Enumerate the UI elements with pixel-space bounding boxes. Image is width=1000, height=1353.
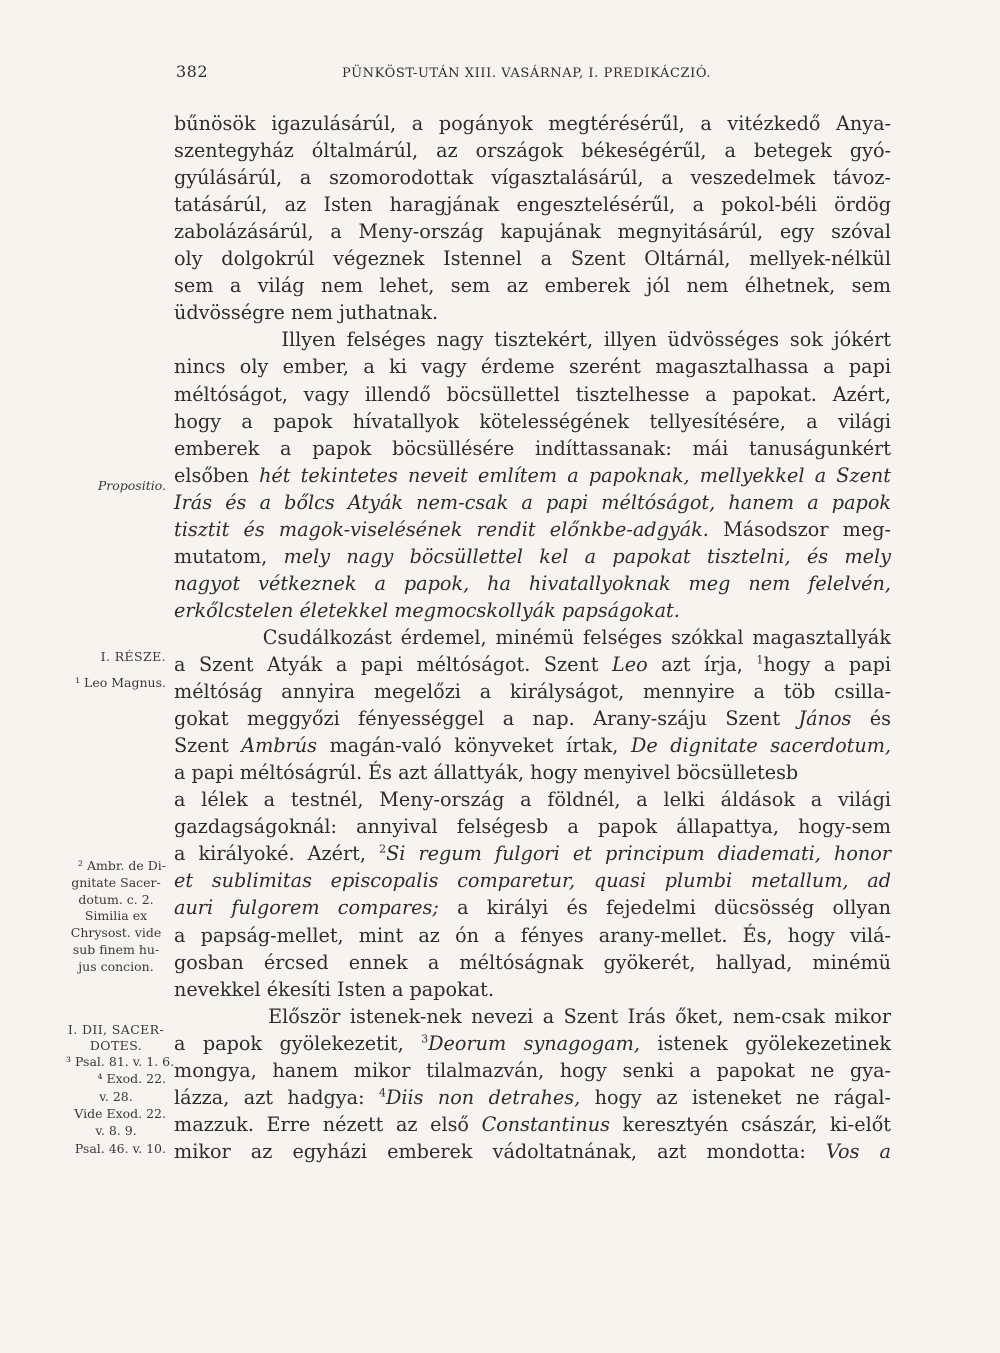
italic-segment: Diis non detrahes,	[385, 1085, 581, 1109]
text-segment: Illyen felséges nagy tisztekért, illyen üdvösséges sok jókért	[174, 328, 891, 352]
text-line	[174, 245, 891, 272]
text-segment: a lélek a testnél, Meny-ország a földnél, a lelki áldások a világi	[174, 788, 891, 812]
text-line	[174, 543, 891, 570]
italic-segment: Ambrús	[241, 734, 317, 758]
margin-note-2-line: Chrysost. vide	[70, 925, 162, 941]
text-line	[174, 570, 891, 597]
italic-segment: auri fulgorem compares;	[174, 896, 439, 920]
text-segment: hogy az isteneket ne rágal-	[580, 1085, 892, 1109]
margin-section-heading: DOTES.	[89, 1038, 143, 1053]
italic-segment: Irás és a bőlcs Atyák nem-csak a papi méltóságot, hanem a papok	[174, 490, 891, 514]
margin-part-heading: I. RÉSZE.	[100, 649, 166, 664]
text-line	[174, 137, 891, 164]
italic-segment: mely nagy böcsüllettel kel a papokat tisztelni, és mely	[283, 544, 891, 568]
text-segment: Először istenek-nek nevezi a Szent Irás őket, nem-csak mikor	[174, 1004, 891, 1028]
text-line	[174, 1030, 891, 1057]
text-line	[174, 678, 891, 705]
text-segment: magán-való könyveket írtak,	[316, 734, 631, 758]
italic-segment: De dignitate sacerdotum,	[630, 734, 892, 758]
text-line	[174, 949, 891, 976]
text-segment: gazdagságoknál: annyival felségesb a papok állapattya, hogy-sem	[174, 815, 891, 839]
italic-segment: nagyot vétkeznek a papok, ha hivatallyoknak meg nem felelvén,	[174, 571, 891, 595]
text-line	[174, 922, 891, 949]
text-line	[174, 786, 891, 813]
page-number: 382	[176, 62, 209, 81]
text-line	[174, 597, 891, 624]
text-segment: a Szent Atyák a papi méltóságot. Szent	[174, 653, 613, 676]
text-segment: istenek gyölekezetinek	[639, 1031, 891, 1055]
italic-segment: Constantinus	[481, 1112, 610, 1136]
margin-reference-line: v. 28.	[99, 1088, 133, 1104]
margin-note-2-line: sub finem hu-	[72, 942, 160, 957]
text-line	[174, 408, 891, 435]
text-segment: zabolázásárúl, a Meny-ország kapujának megnyitásárúl, egy szóval	[174, 220, 891, 244]
italic-segment: tisztit és magok-viselésének rendit előnkbe-adgyák.	[174, 517, 709, 541]
text-segment: mikor az egyházi emberek vádoltatnának, azt mondotta:	[174, 1139, 826, 1163]
text-line	[174, 326, 891, 353]
italic-segment: Leo	[612, 653, 648, 676]
text-line	[174, 489, 891, 516]
text-segment: oly dolgokrúl végeznek Istennel a Szent Oltárnál, mellyek-nélkül	[174, 247, 891, 271]
italic-segment: Deorum synagogam,	[428, 1031, 640, 1055]
margin-reference-line: v. 8. 9.	[95, 1123, 137, 1139]
text-line	[174, 759, 891, 786]
margin-reference-line: ⁴ Exod. 22.	[97, 1071, 166, 1087]
margin-propositio: Propositio.	[97, 478, 166, 493]
text-line	[174, 976, 891, 1003]
margin-note-2-line: Similia ex	[84, 908, 148, 924]
text-line	[174, 1084, 891, 1111]
text-segment: a királyi és fejedelmi dücsösség ollyan	[438, 896, 891, 920]
text-line	[174, 624, 891, 651]
text-segment: emberek a papok böcsüllésére indíttassanak: mái tanuságunkért	[174, 436, 891, 460]
text-segment: gosban ércsed ennek a méltóságnak gyökerét, hallyad, minémü	[174, 950, 891, 974]
text-segment: lázza, azt hadgya:	[174, 1085, 379, 1109]
text-segment: sem a világ nem lehet, sem az emberek jól nem élhetnek, sem	[174, 274, 891, 298]
text-line	[174, 381, 891, 408]
italic-segment: hét tekintetes neveit említem a papoknak, mellyekkel a Szent	[259, 463, 891, 487]
running-head: PÜNKÖST-UTÁN XIII. VASÁRNAP, I. PREDIKÁCZIÓ.	[342, 66, 712, 81]
text-segment: és	[851, 707, 891, 731]
footnote-marker: 4	[378, 1086, 386, 1100]
text-line	[174, 867, 891, 894]
text-segment: mongya, hanem mikor tilalmazván, hogy senki a papokat ne gya-	[174, 1058, 891, 1082]
italic-segment: et sublimitas episcopalis comparetur, quasi plumbi metallum, ad	[174, 869, 891, 893]
text-segment: hogy a papok hívatallyok kötelességének tellyesítésére, a világi	[174, 409, 891, 433]
text-line	[174, 164, 891, 191]
text-line	[174, 1057, 891, 1084]
text-line	[174, 1003, 891, 1030]
text-line	[174, 272, 891, 299]
margin-reference-line: Psal. 46. v. 10.	[74, 1140, 166, 1156]
text-segment: Szent	[174, 734, 242, 758]
text-segment: tatásárúl, az Isten haragjának engesztelésérűl, a pokol-béli ördög	[174, 193, 891, 217]
margin-note-2-line: ² Ambr. de Di-	[77, 858, 166, 873]
text-line	[174, 435, 891, 462]
italic-segment: János	[798, 707, 852, 731]
text-line	[174, 1111, 891, 1138]
margin-note-2-line: gnitate Sacer-	[71, 874, 161, 890]
text-segment: mazzuk. Erre nézett az első	[174, 1112, 482, 1136]
text-line	[174, 732, 891, 759]
text-line	[174, 299, 891, 326]
text-segment: a királyoké. Azért,	[174, 842, 380, 866]
text-line	[174, 191, 891, 218]
footnote-marker: 3	[421, 1032, 429, 1046]
margin-note-2-line: jus concion.	[78, 958, 154, 974]
text-segment: Csudálkozást érdemel, minémü felséges szókkal magasztallyák	[174, 625, 891, 649]
text-line	[174, 813, 891, 840]
text-segment: hogy a papi	[763, 653, 891, 676]
text-segment: Másodszor meg-	[708, 517, 891, 541]
text-segment: keresztyén császár, ki-előt	[609, 1112, 891, 1136]
text-segment: a papi méltóságrúl. És azt állattyák, hogy menyivel böcsülletesb	[174, 761, 799, 785]
text-line	[174, 1138, 891, 1165]
margin-reference-line: Vide Exod. 22.	[74, 1105, 166, 1121]
margin-section-heading: I. DII, SACER-	[67, 1022, 165, 1037]
text-line	[174, 110, 891, 137]
footnote-marker: 2	[379, 842, 387, 856]
text-segment: méltóság annyira megelőzi a királyságot, mennyire a töb csilla-	[174, 680, 891, 704]
italic-segment: Vos a	[825, 1139, 891, 1163]
text-line	[174, 353, 891, 380]
text-segment: gyúlásárúl, a szomorodottak vígasztalásárúl, a veszedelmek távoz-	[174, 166, 891, 190]
margin-reference-line: ³ Psal. 81. v. 1. 6.	[66, 1054, 175, 1069]
text-segment: üdvösségre nem juthatnak.	[174, 301, 439, 325]
italic-segment: Si regum fulgori et principum diademati, honor	[386, 842, 891, 866]
text-line	[174, 516, 891, 543]
footnote-marker: 1	[756, 653, 764, 667]
text-segment: azt írja,	[647, 653, 757, 676]
text-segment: a papok gyölekezetit,	[174, 1031, 422, 1055]
text-segment: gokat meggyőzi fényességgel a nap. Arany-száju Szent	[174, 707, 799, 731]
margin-note-1: ¹ Leo Magnus.	[75, 675, 166, 690]
text-segment: bűnösök igazulásárúl, a pogányok megtérésérűl, a vitézkedő Anya-	[174, 112, 891, 135]
text-segment: méltóságot, vagy illendő böcsüllettel tisztelhesse a papokat. Azért,	[174, 382, 891, 406]
text-line	[174, 894, 891, 921]
margin-note-2-line: dotum. c. 2.	[78, 891, 154, 907]
text-line	[174, 462, 891, 489]
text-segment: szentegyház óltalmárúl, az országok békeségérűl, a betegek gyó-	[174, 139, 891, 163]
text-segment: nevekkel ékesíti Isten a papokat.	[174, 977, 494, 1001]
text-segment: nincs oly ember, a ki vagy érdeme szerént magasztalhassa a papi	[174, 355, 891, 379]
text-line	[174, 705, 891, 732]
text-segment: mutatom,	[174, 544, 284, 568]
text-line	[174, 218, 891, 245]
italic-segment: erkőlcstelen életekkel megmocskollyák papságokat.	[174, 598, 680, 622]
text-line	[174, 651, 891, 678]
text-line	[174, 840, 891, 867]
text-segment: a papság-mellet, mint az ón a fényes arany-mellet. És, hogy vilá-	[174, 923, 891, 947]
text-segment: elsőben	[174, 463, 260, 487]
